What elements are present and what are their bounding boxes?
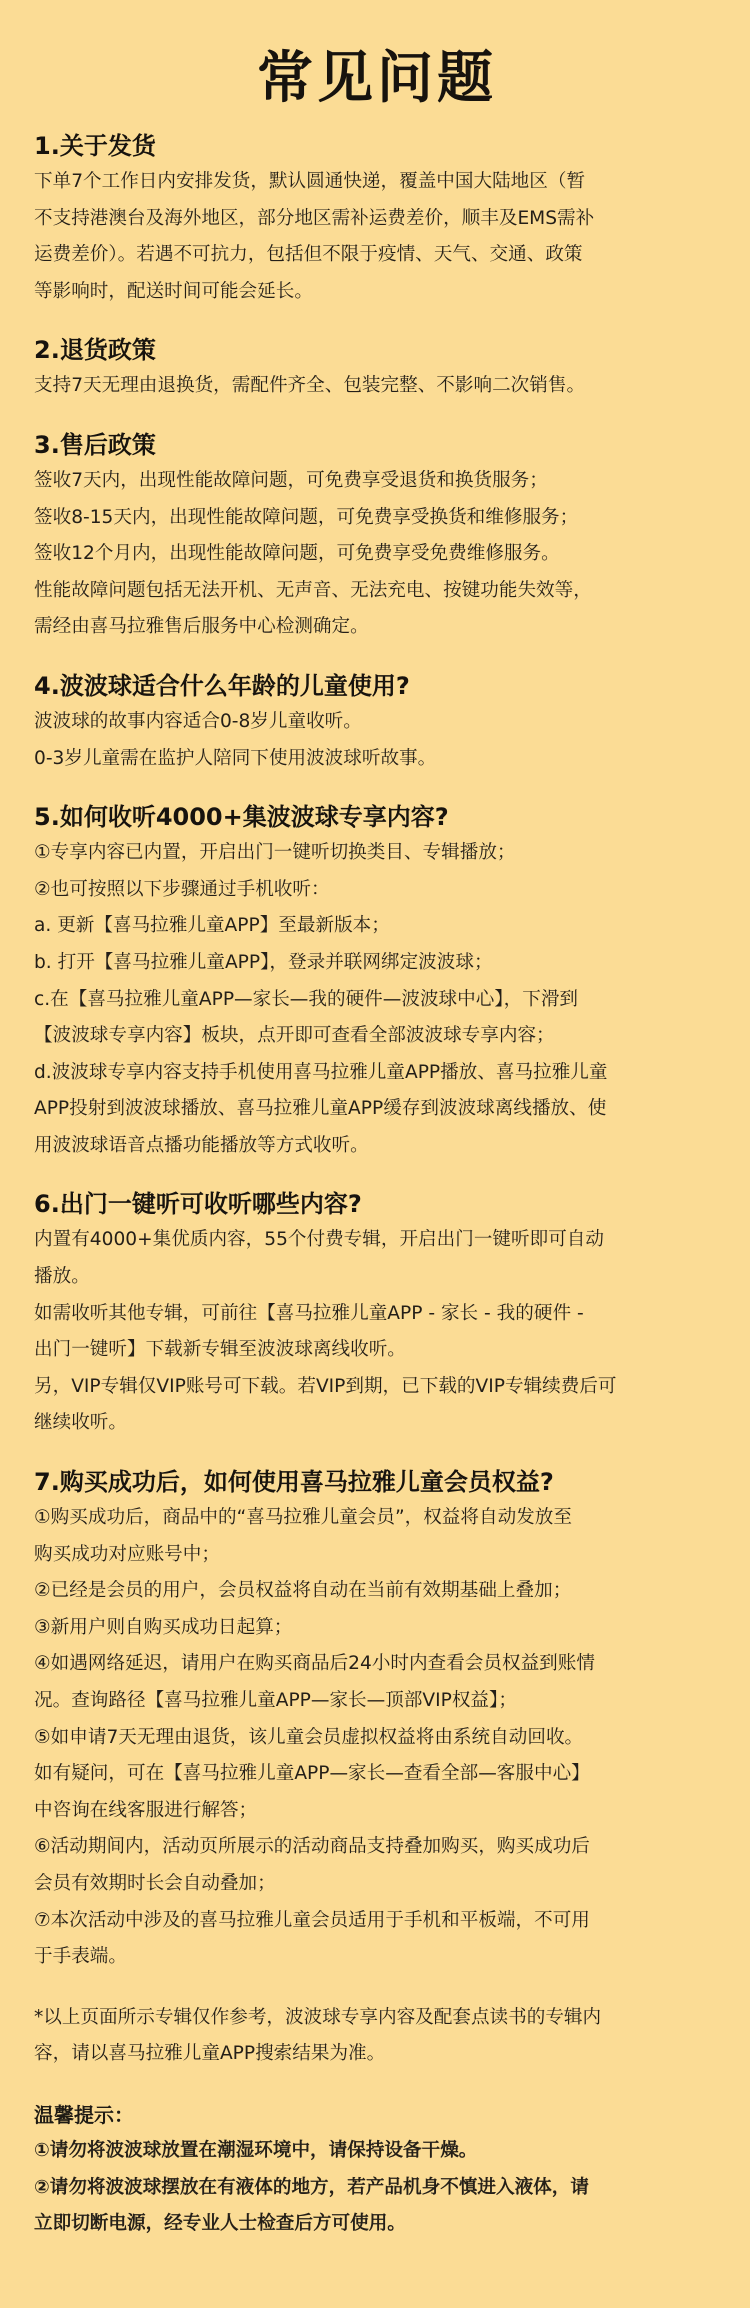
faq-section-line: 用波波球语音点播功能播放等方式收听。 (34, 1134, 369, 1156)
faq-section-line: a. 更新【喜马拉雅儿童APP】至最新版本； (34, 915, 390, 937)
faq-section (34, 799, 720, 1164)
faq-section-line: 出门一键听】下载新专辑至波波球离线收听。 (34, 1339, 406, 1361)
faq-section (34, 1464, 720, 1976)
faq-section-line: 于手表端。 (34, 1946, 127, 1968)
faq-sections (34, 128, 720, 1976)
faq-section-line: 签收8-15天内，出现性能故障问题，可免费享受换货和维修服务； (34, 506, 579, 528)
faq-section-line: 播放。 (34, 1266, 90, 1288)
faq-section-line: 下单7个工作日内安排发货，默认圆通快递，覆盖中国大陆地区（暂 (34, 171, 586, 192)
faq-section-line: ①专享内容已内置，开启出门一键听切换类目、专辑播放； (34, 842, 516, 864)
faq-section-title: 7.购买成功后，如何使用喜马拉雅儿童会员权益? (34, 1468, 554, 1497)
faq-section (34, 668, 720, 777)
faq-section-line: 如有疑问，可在【喜马拉雅儿童APP—家长—查看全部—客服中心】 (34, 1763, 590, 1785)
faq-section-line: ①购买成功后，商品中的“喜马拉雅儿童会员”，权益将自动发放至 (34, 1507, 572, 1529)
faq-section-line: ②已经是会员的用户，会员权益将自动在当前有效期基础上叠加； (34, 1580, 572, 1602)
disclaimer-line: *以上页面所示专辑仅作参考，波波球专享内容及配套点读书的专辑内 (34, 2006, 602, 2028)
faq-section-line: ⑥活动期间内，活动页所展示的活动商品支持叠加购买，购买成功后 (34, 1836, 590, 1858)
faq-section-line: 支持7天无理由退换货，需配件齐全、包装完整、不影响二次销售。 (34, 375, 586, 397)
faq-section-line: 【波波球专享内容】板块，点开即可查看全部波波球专享内容； (34, 1025, 555, 1047)
faq-section-line: 另，VIP专辑仅VIP账号可下载。若VIP到期，已下载的VIP专辑续费后可 (34, 1375, 617, 1397)
faq-section-line: APP投射到波波球播放、喜马拉雅儿童APP缓存到波波球离线播放、使 (34, 1098, 607, 1120)
faq-section-line: 运费差价）。若遇不可抗力，包括但不限于疫情、天气、交通、政策 (34, 244, 583, 266)
faq-section-line: d.波波球专享内容支持手机使用喜马拉雅儿童APP播放、喜马拉雅儿童 (34, 1061, 608, 1083)
page-title: 常见问题 (257, 46, 497, 111)
faq-section (34, 128, 720, 310)
faq-section-line: 需经由喜马拉雅售后服务中心检测确定。 (34, 616, 369, 638)
faq-section-line: ④如遇网络延迟，请用户在购买商品后24小时内查看会员权益到账情 (34, 1653, 595, 1675)
disclaimer-line: 容，请以喜马拉雅儿童APP搜索结果为准。 (34, 2043, 386, 2065)
faq-section-line: 内置有4000+集优质内容，55个付费专辑，开启出门一键听即可自动 (34, 1229, 604, 1251)
faq-section-title: 2.退货政策 (34, 336, 156, 365)
disclaimer-note (34, 2000, 720, 2073)
warm-tips-title: 温馨提示： (34, 2102, 134, 2127)
faq-section (34, 1186, 720, 1442)
faq-section-title: 5.如何收听4000+集波波球专享内容? (34, 803, 449, 832)
faq-section-line: ⑤如申请7天无理由退货，该儿童会员虚拟权益将由系统自动回收。 (34, 1726, 584, 1748)
faq-section-line: 中咨询在线客服进行解答； (34, 1799, 258, 1821)
faq-section-line: 0-3岁儿童需在监护人陪同下使用波波球听故事。 (34, 747, 437, 769)
faq-section-title: 3.售后政策 (34, 430, 156, 459)
warm-tip-line: 立即切断电源，经专业人士检查后方可使用。 (34, 2213, 406, 2235)
faq-section-line: 不支持港澳台及海外地区，部分地区需补运费差价，顺丰及EMS需补 (34, 207, 595, 229)
faq-section (34, 332, 720, 405)
faq-section-line: 会员有效期时长会自动叠加； (34, 1872, 276, 1894)
faq-section-line: ⑦本次活动中涉及的喜马拉雅儿童会员适用于手机和平板端，不可用 (34, 1909, 590, 1931)
warm-tips (34, 2097, 720, 2243)
faq-section-line: 等影响时，配送时间可能会延长。 (34, 280, 313, 302)
faq-section-line: 签收12个月内，出现性能故障问题，可免费享受免费维修服务。 (34, 543, 560, 565)
faq-section-line: 波波球的故事内容适合0-8岁儿童收听。 (34, 710, 362, 732)
faq-section-line: ②也可按照以下步骤通过手机收听： (34, 878, 330, 900)
faq-section-line: b. 打开【喜马拉雅儿童APP】，登录并联网绑定波波球； (34, 951, 493, 973)
faq-section-line: 购买成功对应账号中； (34, 1543, 220, 1565)
faq-section-line: 签收7天内，出现性能故障问题，可免费享受退货和换货服务； (34, 469, 548, 491)
warm-tip-line: ②请勿将波波球摆放在有液体的地方，若产品机身不慎进入液体，请 (34, 2176, 589, 2198)
faq-section-title: 1.关于发货 (34, 132, 156, 160)
faq-section-line: c.在【喜马拉雅儿童APP—家长—我的硬件—波波球中心】，下滑到 (34, 988, 579, 1010)
faq-section-line: 性能故障问题包括无法开机、无声音、无法充电、按键功能失效等， (34, 579, 592, 601)
faq-section-title: 6.出门一键听可收听哪些内容? (34, 1190, 362, 1219)
faq-section-line: 如需收听其他专辑，可前往【喜马拉雅儿童APP - 家长 - 我的硬件 - (34, 1302, 584, 1324)
faq-section-title: 4.波波球适合什么年龄的儿童使用? (34, 671, 410, 700)
warm-tip-line: ①请勿将波波球放置在潮湿环境中，请保持设备干燥。 (34, 2139, 478, 2161)
faq-section-line: ③新用户则自购买成功日起算； (34, 1616, 293, 1638)
faq-section-line: 继续收听。 (34, 1412, 127, 1434)
faq-section (34, 427, 720, 646)
faq-section-line: 况。查询路径【喜马拉雅儿童APP—家长—顶部VIP权益】； (34, 1690, 517, 1711)
